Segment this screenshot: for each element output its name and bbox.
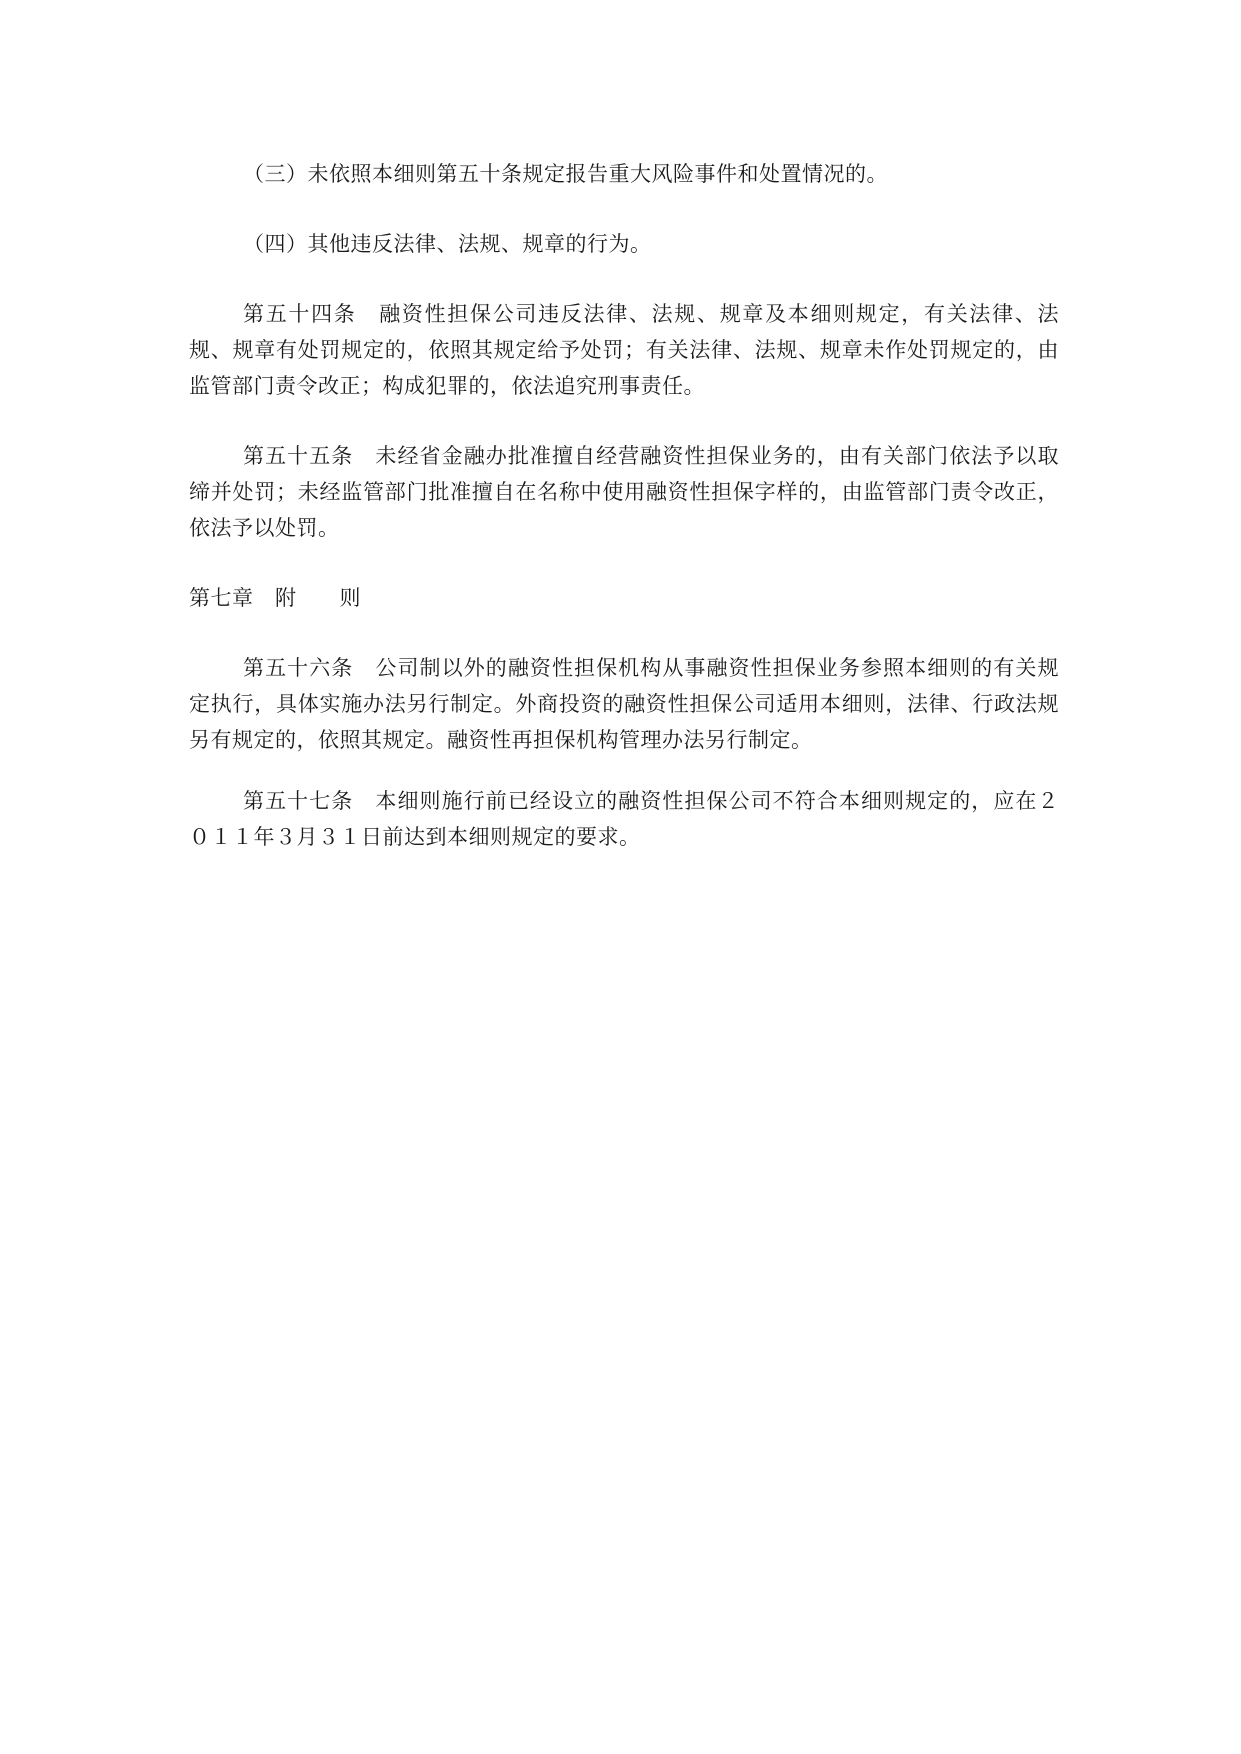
- paragraph-article-56: 第五十六条 公司制以外的融资性担保机构从事融资性担保业务参照本细则的有关规定执行，具体实施办法另行制定。外商投资的融资性担保公司适用本细则，法律、行政法规另有规定的，依照其规定。融资性再担保机构管理办法另行制定。: [189, 656, 1059, 752]
- paragraph-article-54: 第五十四条 融资性担保公司违反法律、法规、规章及本细则规定，有关法律、法规、规章有处罚规定的，依照其规定给予处罚；有关法律、法规、规章未作处罚规定的，由监管部门责令改正；构成犯罪的，依法追究刑事责任。: [189, 302, 1059, 398]
- paragraph-item-4: （四）其他违反法律、法规、规章的行为。: [243, 232, 652, 256]
- paragraph-item-3: （三）未依照本细则第五十条规定报告重大风险事件和处置情况的。: [243, 162, 888, 186]
- paragraph-article-55: 第五十五条 未经省金融办批准擅自经营融资性担保业务的，由有关部门依法予以取缔并处罚；未经监管部门批准擅自在名称中使用融资性担保字样的，由监管部门责令改正，依法予以处罚。: [189, 444, 1059, 540]
- chapter-heading: 第七章 附 则: [189, 586, 361, 610]
- paragraph-article-57: 第五十七条 本细则施行前已经设立的融资性担保公司不符合本细则规定的，应在２０１１年３月３１日前达到本细则规定的要求。: [189, 789, 1059, 849]
- document-page: [189, 156, 1059, 855]
